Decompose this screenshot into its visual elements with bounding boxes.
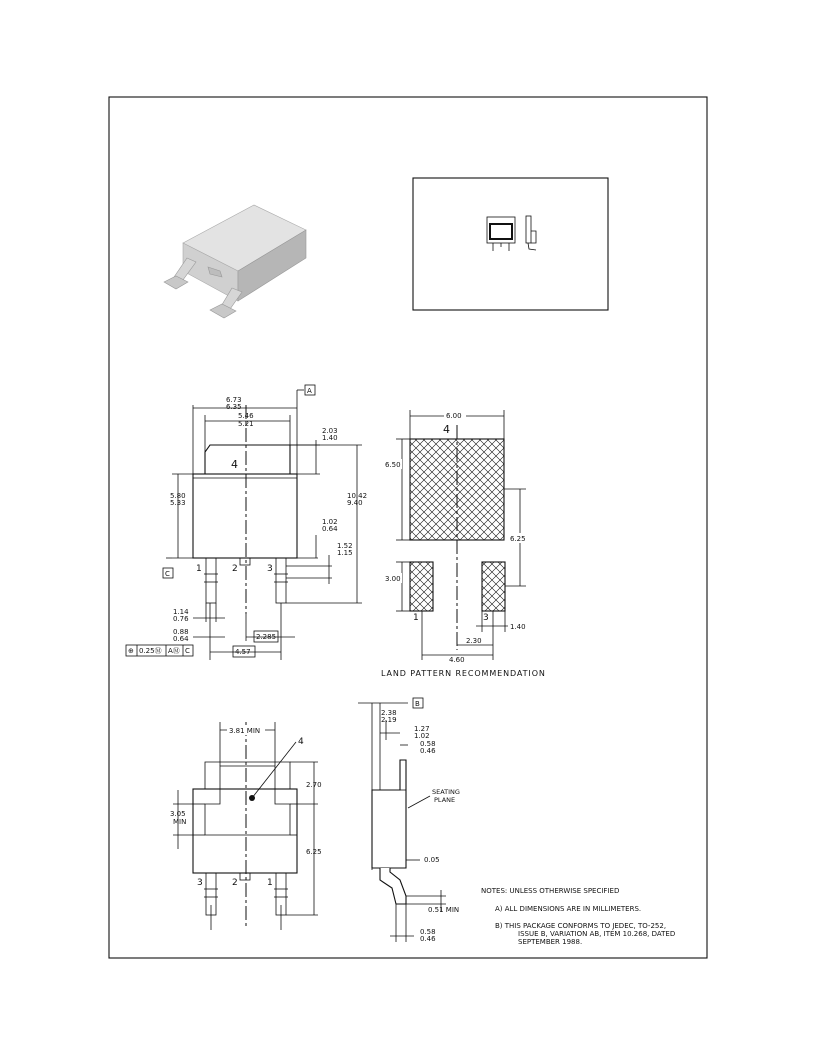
dim-overall-width-min: 6.35 (226, 403, 242, 411)
fcf-tolerance: 0.25Ⓜ (139, 647, 162, 655)
side-dim-t3-min: 0.46 (420, 747, 436, 755)
bottom-view (170, 722, 322, 930)
dim-total-height-min: 9.40 (347, 499, 363, 507)
side-dim-t2-max: 1.27 (414, 725, 430, 733)
land-dim-small-height: 3.00 (385, 575, 401, 583)
datum-c-label: C (165, 570, 170, 578)
side-dim-t1-max: 2.38 (381, 709, 397, 717)
dim-tab-height-max: 2.03 (322, 427, 338, 435)
datum-a-label: A (307, 387, 312, 395)
notes-header: NOTES: UNLESS OTHERWISE SPECIFIED (481, 887, 620, 895)
dim-body-height-min: 5.33 (170, 499, 186, 507)
land-dim-width: 6.00 (446, 412, 462, 420)
pin-1-label: 1 (196, 564, 202, 574)
side-dim-t2-min: 1.02 (414, 732, 430, 740)
feature-control-frame (126, 645, 193, 656)
dim-lead-width2-max: 0.88 (173, 628, 189, 636)
dim-tab-width-max: 5.46 (238, 412, 254, 420)
seating-plane-label-2: PLANE (434, 796, 456, 804)
package-thumbnail-box (413, 178, 608, 310)
bottom-dim-h2: 6.25 (306, 848, 322, 856)
side-dim-t1-min: 2.19 (381, 716, 397, 724)
package-3d-image (164, 205, 306, 318)
dim-lead-width-max: 1.14 (173, 608, 189, 616)
side-dim-coplanarity: 0.05 (424, 856, 440, 864)
fcf-datum-c: C (185, 647, 190, 655)
land-dim-pitch: 2.30 (466, 637, 482, 645)
position-symbol-icon: ⊕ (128, 647, 134, 655)
side-dim-t4-max: 0.58 (420, 928, 436, 936)
dim-tab-height-min: 1.40 (322, 434, 338, 442)
pin-3-label: 3 (267, 564, 273, 574)
land-dim-span: 4.60 (449, 656, 465, 664)
notes (481, 887, 675, 946)
side-view (358, 698, 460, 943)
side-dim-t3-max: 0.58 (420, 740, 436, 748)
land-pattern (381, 410, 546, 678)
bottom-pin-2-label: 2 (232, 878, 238, 888)
dim-lead-pitch: 2.285 (256, 633, 277, 641)
bottom-dim-min-height: 3.05 (170, 810, 186, 818)
side-dim-standoff: 0.51 MIN (428, 906, 460, 914)
dim-lead-offset-max: 1.02 (322, 518, 338, 526)
dim-lead-length-min: 1.15 (337, 549, 353, 557)
dim-lead-offset-min: 0.64 (322, 525, 338, 533)
seating-plane-label-1: SEATING (432, 788, 460, 796)
land-pin-4-label: 4 (443, 423, 450, 436)
land-pin-1-label: 1 (413, 613, 419, 623)
datum-b-label: B (415, 700, 420, 708)
dim-overall-width-max: 6.73 (226, 396, 242, 404)
note-b-line-2: ISSUE B, VARIATION AB, ITEM 10.268, DATED (518, 930, 676, 938)
pin-4-label: 4 (231, 458, 238, 471)
bottom-dim-min-width: 3.81 MIN (229, 727, 261, 735)
dim-body-height-max: 5.80 (170, 492, 186, 500)
land-pattern-caption: LAND PATTERN RECOMMENDATION (381, 669, 546, 678)
land-pad-1 (410, 562, 433, 611)
bottom-dim-min-label: MIN (173, 818, 187, 826)
dim-lead-span: 4.57 (235, 648, 251, 656)
note-a: A) ALL DIMENSIONS ARE IN MILLIMETERS. (495, 905, 642, 913)
land-dim-total: 6.25 (510, 535, 526, 543)
bottom-pin-3-label: 3 (197, 878, 203, 888)
pin-2-label: 2 (232, 564, 238, 574)
bottom-pin-4-label: 4 (298, 737, 304, 747)
land-pin-3-label: 3 (483, 613, 489, 623)
side-dim-t4-min: 0.46 (420, 935, 436, 943)
dim-total-height-max: 10.42 (347, 492, 368, 500)
note-b-line-3: SEPTEMBER 1988. (518, 938, 583, 946)
bottom-pin-1-label: 1 (267, 878, 273, 888)
fcf-datum-a: AⓂ (168, 647, 180, 655)
dim-lead-width2-min: 0.64 (173, 635, 189, 643)
top-view (126, 385, 367, 660)
note-b-line-1: B) THIS PACKAGE CONFORMS TO JEDEC, TO-252, (495, 922, 667, 930)
bottom-dim-h1: 2.70 (306, 781, 322, 789)
dim-lead-width-min: 0.76 (173, 615, 189, 623)
land-dim-pad-height: 6.50 (385, 461, 401, 469)
dim-lead-length-max: 1.52 (337, 542, 353, 550)
dim-tab-width-min: 5.21 (238, 420, 254, 428)
land-pad-3 (482, 562, 505, 611)
land-dim-small-width: 1.40 (510, 623, 526, 631)
